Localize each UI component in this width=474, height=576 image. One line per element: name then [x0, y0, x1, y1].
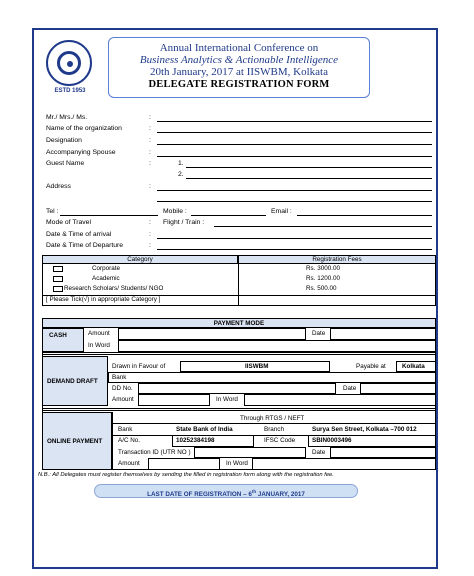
departure-label: Date & Time of Departure — [46, 242, 124, 249]
conference-title-box — [108, 37, 370, 98]
estd-label: ESTD 1953 — [54, 88, 86, 94]
online-ifsc: SBIN0003496 — [312, 437, 352, 444]
dd-date-input[interactable] — [360, 383, 436, 394]
scholar-checkbox[interactable] — [53, 286, 63, 292]
conference-line2: Business Analytics & Actionable Intelligence — [139, 54, 339, 66]
guest-2-label: 2. — [178, 171, 184, 178]
cash-amount-label: Amount — [88, 330, 110, 337]
dd-inword-label: In Word — [216, 396, 238, 403]
category-header: Category — [42, 255, 238, 264]
dd-date-label: Date — [343, 385, 357, 392]
colon: : — [149, 231, 151, 238]
mobile-input[interactable] — [191, 215, 266, 216]
dd-payable-label: Payable at — [356, 363, 386, 370]
online-ifsc-label: IFSC Code — [264, 437, 296, 444]
online-branch-label: Branch — [264, 426, 284, 433]
form-title: DELEGATE REGISTRATION FORM — [148, 79, 330, 90]
cash-inword-input[interactable] — [118, 340, 436, 352]
name-input[interactable] — [157, 121, 432, 122]
arrival-label: Date & Time of arrival — [46, 231, 112, 238]
fees-header: Registration Fees — [238, 255, 436, 264]
cash-label-cell — [42, 328, 84, 352]
tel-input[interactable] — [60, 215, 158, 216]
institute-seal-icon — [46, 40, 92, 86]
cash-date-label: Date — [312, 330, 326, 337]
online-amount-input[interactable] — [148, 458, 220, 470]
deadline-text: LAST DATE OF REGISTRATION – 6 — [147, 491, 252, 499]
tel-label: Tel : — [46, 208, 59, 215]
conference-line1: Annual International Conference on — [159, 42, 319, 54]
dd-city: Kolkata — [402, 363, 425, 370]
designation-input[interactable] — [157, 144, 432, 145]
dd-payee: IISWBM — [245, 363, 269, 370]
dd-label-cell — [42, 356, 108, 406]
arrival-input[interactable] — [157, 238, 432, 239]
colon: : — [149, 219, 151, 226]
fee-academic: Rs. 1200.00 — [306, 275, 340, 282]
payment-mode-header — [42, 318, 436, 328]
online-inword-label: In Word — [226, 460, 248, 467]
guest-1-input[interactable] — [186, 167, 432, 168]
deadline-suffix: th — [251, 489, 257, 494]
flight-input[interactable] — [214, 226, 432, 227]
online-branch-name: Surya Sen Street, Kolkata –700 012 — [312, 426, 417, 433]
guest-2-input[interactable] — [186, 178, 432, 179]
flight-label: Flight / Train : — [163, 219, 205, 226]
online-amount-label: Amount — [118, 460, 140, 467]
category-corporate: Corporate — [92, 265, 121, 272]
guest-1-label: 1. — [178, 160, 184, 167]
colon: : — [149, 149, 151, 156]
cash-amount-input[interactable] — [118, 328, 306, 340]
cash-inword-label: In Word — [88, 342, 110, 349]
online-date-input[interactable] — [330, 447, 436, 458]
dd-no-label: DD No. — [112, 385, 133, 392]
dd-label: DEMAND DRAFT — [47, 378, 98, 385]
category-academic: Academic — [92, 275, 120, 282]
online-bank-name: State Bank of India — [176, 426, 233, 433]
guest-label: Guest Name — [46, 160, 85, 167]
address-label: Address — [46, 183, 71, 190]
colon: : — [149, 183, 151, 190]
online-through: Through RTGS / NEFT — [240, 415, 305, 422]
organization-label: Name of the organization — [46, 125, 122, 132]
colon: : — [149, 125, 151, 132]
online-acno-label: A/C No. — [118, 437, 141, 444]
colon: : — [149, 242, 151, 249]
cash-label: CASH — [49, 332, 67, 339]
email-label: Email : — [271, 208, 292, 215]
spouse-label: Accompanying Spouse — [46, 149, 116, 156]
online-inword-input[interactable] — [252, 458, 436, 470]
category-scholar: Research Scholars/ Students/ NGO — [64, 285, 164, 292]
dd-drawn-label: Drawn in Favour of — [112, 363, 166, 370]
academic-checkbox[interactable] — [53, 276, 63, 282]
designation-label: Designation — [46, 137, 82, 144]
deadline-banner — [94, 484, 358, 498]
travel-label: Mode of Travel — [46, 219, 91, 226]
dd-no-input[interactable] — [138, 383, 336, 394]
organization-input[interactable] — [157, 132, 432, 133]
payment-mode-title: PAYMENT MODE — [213, 320, 265, 327]
online-label: ONLINE PAYMENT — [47, 438, 103, 445]
dd-bank-label: Bank — [112, 374, 127, 381]
mobile-label: Mobile : — [163, 208, 187, 215]
online-label-cell — [42, 412, 112, 470]
deadline-tail: JANUARY, 2017 — [256, 491, 305, 499]
colon: : — [149, 114, 151, 121]
departure-input[interactable] — [157, 249, 432, 250]
dd-amount-input[interactable] — [138, 394, 210, 406]
conference-line3: 20th January, 2017 at IISWBM, Kolkata — [149, 66, 328, 78]
online-txn-label: Transaction ID (UTR NO ) — [118, 449, 191, 456]
colon: : — [149, 160, 151, 167]
dd-inword-input[interactable] — [244, 394, 436, 406]
online-acno: 10252384198 — [176, 437, 215, 444]
spouse-input[interactable] — [157, 156, 432, 157]
dd-amount-label: Amount — [112, 396, 134, 403]
colon: : — [149, 137, 151, 144]
cash-date-input[interactable] — [330, 328, 436, 340]
online-bank-label: Bank — [118, 426, 133, 433]
corporate-checkbox[interactable] — [53, 266, 63, 272]
fee-scholar: Rs. 500.00 — [306, 285, 337, 292]
online-date-label: Date — [312, 449, 326, 456]
tick-note: [ Please Tick(√) in appropriate Category ] — [46, 296, 161, 303]
name-label: Mr./ Mrs./ Ms. — [46, 114, 88, 121]
fee-corporate: Rs. 3000.00 — [306, 265, 340, 272]
address-input-2[interactable] — [157, 201, 432, 202]
registration-note: N.B.: All Delegates must register themselves by sending the filled in registration form along with the registration fee. — [38, 472, 334, 478]
online-txn-input[interactable] — [194, 447, 306, 458]
email-input[interactable] — [297, 215, 432, 216]
address-input-1[interactable] — [157, 190, 432, 191]
dd-bank-input[interactable] — [108, 372, 436, 383]
